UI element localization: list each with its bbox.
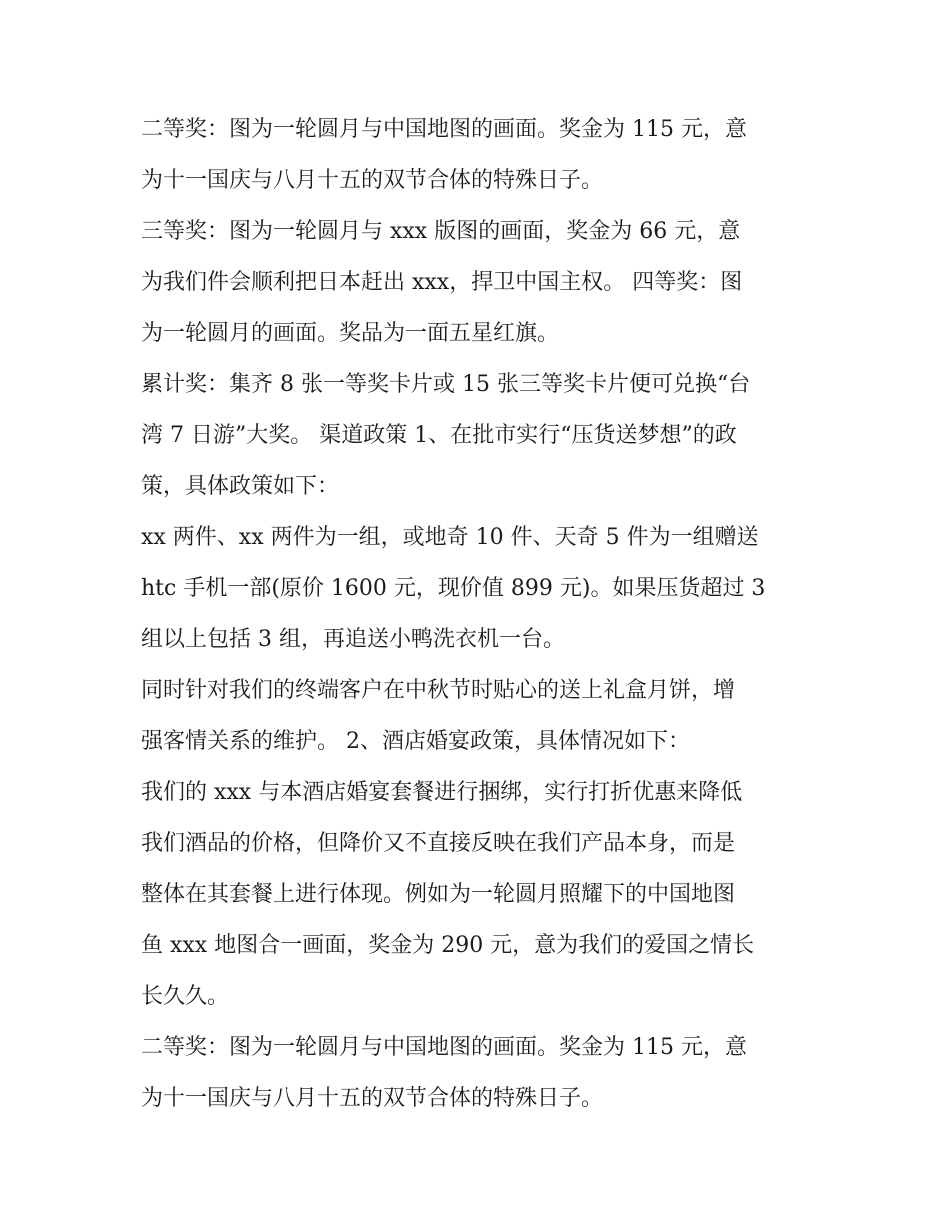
paragraph-third-fourth-prize: 三等奖：图为一轮圆月与 xxx 版图的画面，奖金为 66 元，意 为我们件会顺利把日本赶出 xxx，捍卫中国主权。 四等奖：图 为一轮圆月的画面。奖品为一面五星红旗。 <box>141 219 743 346</box>
paragraph-bundle-gift: xx 两件、xx 两件为一组，或地奇 10 件、天奇 5 件为一组赠送 htc 手机一部(原价 1600 元，现价值 899 元)。如果压货超过 3 组以上包括 3 组，再追送小鸭洗衣机一台。 <box>141 525 766 652</box>
paragraph-second-prize-repeat: 二等奖：图为一轮圆月与中国地图的画面。奖金为 115 元，意 为十一国庆与八月十五的双节合体的特殊日子。 <box>141 1035 747 1111</box>
paragraph-cumulative-prize: 累计奖：集齐 8 张一等奖卡片或 15 张三等奖卡片便可兑换“台 湾 7 日游”大奖。 渠道政策 1、在批市实行“压货送梦想”的政 策，具体政策如下： <box>141 372 751 499</box>
paragraph-hotel-banquet: 我们的 xxx 与本酒店婚宴套餐进行捆绑，实行打折优惠来降低 我们酒品的价格，但降价又不直接反映在我们产品本身，而是 整体在其套餐上进行体现。例如为一轮圆月照耀下的中国地图 鱼 xxx 地图合一画面，奖金为 290 元，意为我们的爱国之情长 长久久。 <box>141 780 755 1009</box>
paragraph-second-prize: 二等奖：图为一轮圆月与中国地图的画面。奖金为 115 元，意 为十一国庆与八月十五的双节合体的特殊日子。 <box>141 117 747 193</box>
document-body <box>141 104 813 1124</box>
paragraph-terminal-customers: 同时针对我们的终端客户在中秋节时贴心的送上礼盒月饼，增 强客情关系的维护。 2、酒店婚宴政策，具体情况如下： <box>141 678 736 754</box>
